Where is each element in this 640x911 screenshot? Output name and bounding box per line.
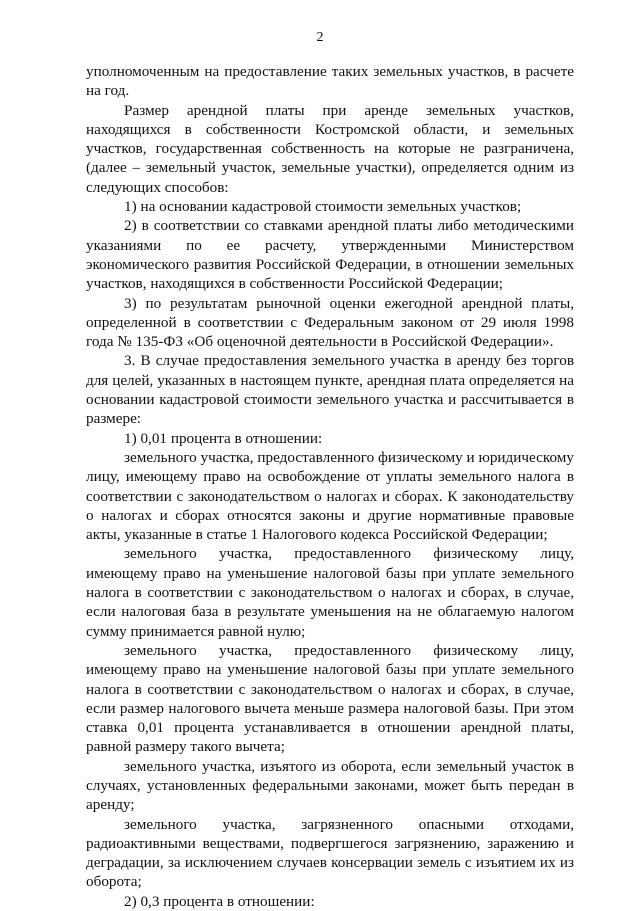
paragraph-method-2: 2) в соответствии со ставками арендной платы либо методическими указаниями по ее расчету, утвержденными Министерством экономического развития Российской Федерации, в отношении земельных участков, находящихся в собственности Российской Федерации; <box>86 217 574 293</box>
paragraph-rate-0-01-item-2: земельного участка, предоставленного физическому лицу, имеющему право на уменьшение налоговой базы при уплате земельного налога в соответствии с законодательством о налогах и сборах, в случае, если налоговая база в результате уменьшения на не облагаемую налогом сумму принимается равной нулю; <box>86 545 574 640</box>
document-body <box>86 62 574 911</box>
paragraph-method-3: 3) по результатам рыночной оценки ежегодной арендной платы, определенной в соответствии с Федеральным законом от 29 июля 1998 года № 135-ФЗ «Об оценочной деятельности в Российской Федерации». <box>86 294 574 351</box>
paragraph-rate-0-01-item-5: земельного участка, загрязненного опасными отходами, радиоактивными веществами, подвергшегося загрязнению, заражению и деградации, за исключением случаев консервации земель с изъятием их из оборота; <box>86 815 574 891</box>
paragraph-rate-0-01: 1) 0,01 процента в отношении: <box>124 429 323 447</box>
paragraph-rate-0-01-item-4: земельного участка, изъятого из оборота, если земельный участок в случаях, установленных федеральными законами, может быть передан в аренду; <box>86 757 574 814</box>
paragraph-rate-0-01-item-1: земельного участка, предоставленного физическому и юридическому лицу, имеющему право на освобождение от уплаты земельного налога в соответствии с законодательством о налогах и сборах. К законодательству о налогах и сборах относятся законы и другие нормативные правовые акты, указанные в статье 1 Налогового кодекса Российской Федерации; <box>86 448 575 544</box>
paragraph-continuation: уполномоченным на предоставление таких земельных участков, в расчете на год. <box>86 63 574 100</box>
paragraph-rent-size: Размер арендной платы при аренде земельных участков, находящихся в собственности Костромской области, и земельных участков, государственная собственность на которые не разграничена, (далее – земельный участок, земельные участки), определяется одним из следующих способов: <box>86 101 574 196</box>
paragraph-clause-3: 3. В случае предоставления земельного участка в аренду без торгов для целей, указанных в настоящем пункте, арендная плата определяется на основании кадастровой стоимости земельного участка и рассчитывается в размере: <box>86 352 574 428</box>
paragraph-method-1: 1) на основании кадастровой стоимости земельных участков; <box>124 198 522 216</box>
paragraph-rate-0-01-item-3: земельного участка, предоставленного физическому лицу, имеющему право на уменьшение налоговой базы при уплате земельного налога в соответствии с законодательством о налогах и сборах, в случае, если размер налогового вычета меньше размера налоговой базы. При этом ставка 0,01 процента устанавливается в отношении арендной платы, равной размеру такого вычета; <box>86 641 574 756</box>
page-number: 2 <box>316 30 324 45</box>
paragraph-rate-0-3: 2) 0,3 процента в отношении: <box>124 892 315 910</box>
